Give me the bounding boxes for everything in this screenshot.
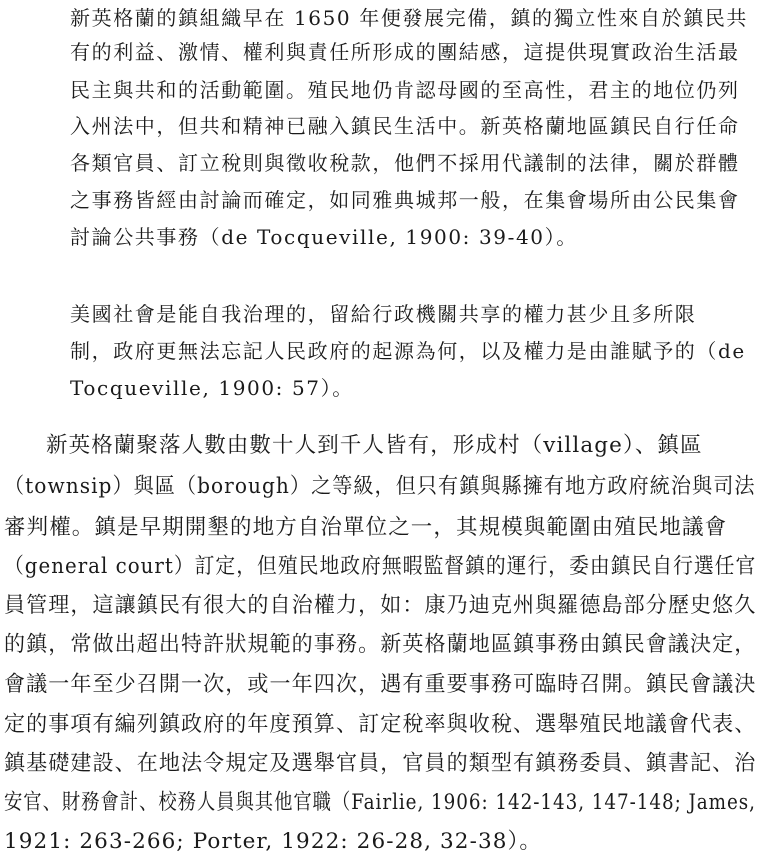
paragraph-line: （townsip）與區（borough）之等級，但只有鎮與縣擁有地方政府統治與司法	[4, 474, 756, 499]
paragraph-line: 安官、財務會計、校務人員與其他官職（Fairlie, 1906: 142-143, 147-148; James,	[4, 790, 756, 815]
quote-line: 之事務皆經由討論而確定，如同雅典城邦一般，在集會場所由公民集會	[70, 188, 740, 212]
paragraph-line: 1921: 263-266; Porter, 1922: 26-28, 32-38）。	[4, 829, 542, 854]
quote-line: 有的利益、激情、權利與責任所形成的團結感，這提供現實政治生活最	[70, 40, 740, 64]
paragraph-line: 會議一年至少召開一次，或一年四次，遇有重要事務可臨時召開。鎮民會議決	[4, 672, 757, 697]
quote-line: Tocqueville, 1900: 57）。	[70, 376, 354, 400]
paragraph-line: 鎮基礎建設、在地法令規定及選舉官員，官員的類型有鎮務委員、鎮書記、治	[4, 751, 757, 776]
quote-line: 制，政府更無法忘記人民政府的起源為何，以及權力是由誰賦予的（de	[70, 339, 746, 363]
paragraph-line: （general court）訂定，但殖民地政府無暇監督鎮的運行，委由鎮民自行選任官	[4, 554, 757, 579]
quote-line: 各類官員、訂立稅則與徵收稅款，他們不採用代議制的法律，關於群體	[70, 151, 740, 175]
quote-line: 入州法中，但共和精神已融入鎮民生活中。新英格蘭地區鎮民自行任命	[70, 114, 740, 138]
paragraph-line: 的鎮，常做出超出特許狀規範的事務。新英格蘭地區鎮事務由鎮民會議決定，	[4, 632, 757, 657]
quote-line: 美國社會是能自我治理的，留給行政機關共享的權力甚少且多所限	[70, 302, 697, 326]
quote-line: 新英格蘭的鎮組織早在 1650 年便發展完備，鎮的獨立性來自於鎮民共	[70, 6, 749, 30]
paragraph-line: 審判權。鎮是早期開墾的地方自治單位之一，其規模與範圍由殖民地議會	[4, 515, 728, 540]
quote-line: 討論公共事務（de Tocqueville, 1900: 39-40）。	[70, 225, 578, 249]
paragraph-line: 員管理，這讓鎮民有很大的自治權力，如：康乃迪克州與羅德島部分歷史悠久	[4, 593, 757, 618]
quote-line: 民主與共和的活動範圍。殖民地仍肯認母國的至高性，君主的地位仍列	[70, 78, 740, 102]
paragraph-line: 新英格蘭聚落人數由數十人到千人皆有，形成村（village）、鎮區	[46, 433, 703, 458]
paragraph-line: 定的事項有編列鎮政府的年度預算、訂定稅率與收稅、選舉殖民地議會代表、	[4, 712, 757, 737]
